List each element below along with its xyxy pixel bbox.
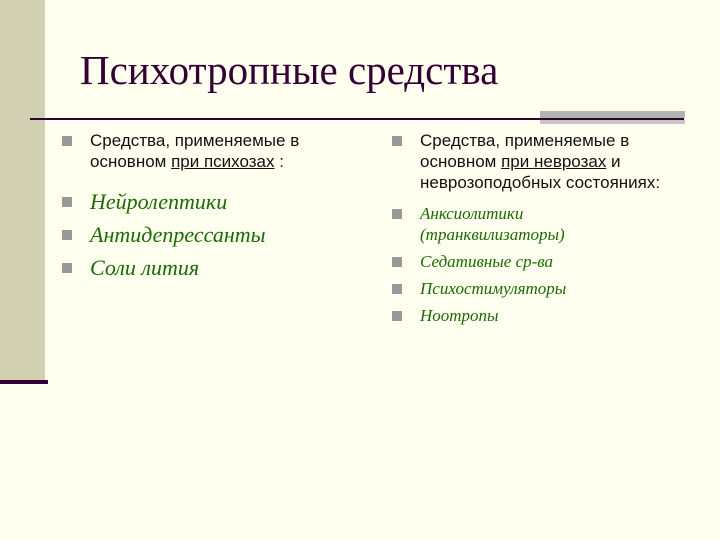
right-list-item: [392, 251, 692, 272]
right-intro: [392, 130, 680, 193]
bullet-icon: [62, 263, 72, 273]
left-intro: [62, 130, 362, 172]
left-item-label: Антидепрессанты: [90, 222, 266, 247]
slide-title: Психотропные средства: [80, 47, 499, 93]
bullet-icon: [392, 136, 402, 146]
left-item-label: Соли лития: [90, 255, 200, 280]
right-intro-underlined: при неврозах: [501, 152, 607, 171]
left-intro-text: Средства, применяемые в основном: [90, 131, 300, 171]
right-column: [392, 130, 692, 326]
right-list-item: [392, 278, 692, 299]
right-item-label: Психостимуляторы: [420, 279, 567, 298]
title-accent-bar-lower: [540, 120, 685, 124]
right-item-label: Ноотропы: [420, 306, 499, 325]
bullet-icon: [392, 257, 402, 267]
left-list-item: [62, 221, 362, 248]
side-decoration-bar: [0, 0, 45, 382]
side-decoration-line: [0, 380, 48, 384]
right-list-item: [392, 203, 620, 245]
left-list-item: [62, 188, 362, 215]
right-intro-suffix: и неврозоподобных состояниях:: [420, 152, 661, 192]
title-accent-bar: [540, 111, 685, 118]
bullet-icon: [392, 209, 402, 219]
left-intro-suffix: :: [274, 152, 284, 171]
bullet-icon: [392, 284, 402, 294]
left-intro-underlined: при психозах: [171, 152, 275, 171]
right-item-label: Анксиолитики (транквилизаторы): [420, 204, 565, 244]
left-list-item: [62, 254, 362, 281]
left-column: [62, 130, 362, 281]
right-list-item: [392, 305, 692, 326]
bullet-icon: [392, 311, 402, 321]
right-intro-text: Средства, применяемые в основном: [420, 131, 630, 171]
right-item-label: Седативные ср-ва: [420, 252, 554, 271]
bullet-icon: [62, 230, 72, 240]
bullet-icon: [62, 197, 72, 207]
bullet-icon: [62, 136, 72, 146]
left-item-label: Нейролептики: [90, 189, 228, 214]
